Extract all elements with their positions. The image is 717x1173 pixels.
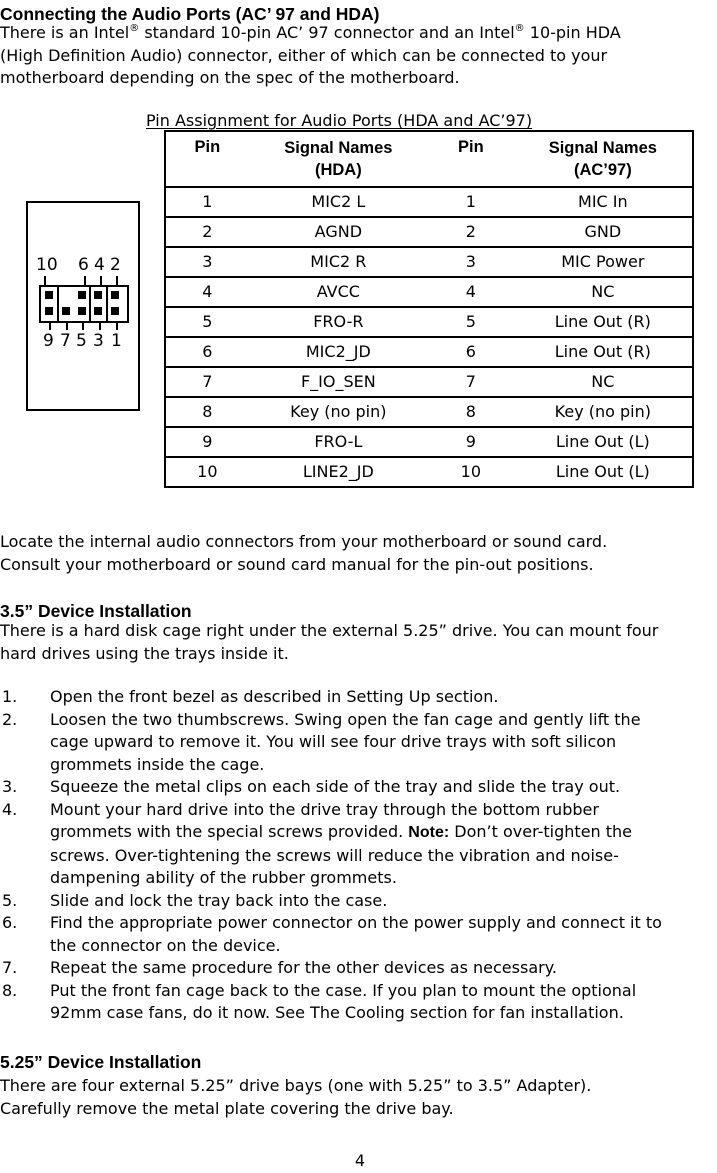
step-text: Repeat the same procedure for the other devices as necessary. <box>50 958 557 977</box>
step-item <box>2 890 717 913</box>
table-row <box>165 427 693 457</box>
step-number: 7. <box>2 958 18 977</box>
step-item <box>2 980 717 1025</box>
table-cell: GND <box>514 217 693 247</box>
pin-square <box>45 291 53 299</box>
table-cell: 9 <box>165 427 249 457</box>
table-cell: 8 <box>428 397 514 427</box>
table-row <box>165 217 693 247</box>
device35-steps <box>2 686 717 1025</box>
header-signal-ac97: Signal Names (AC’97) <box>514 131 693 187</box>
table-cell: 9 <box>428 427 514 457</box>
table-cell: 8 <box>165 397 249 427</box>
table-cell: MIC2 L <box>249 187 428 217</box>
table-cell: FRO-R <box>249 307 428 337</box>
step-text: Slide and lock the tray back into the case. <box>50 890 388 910</box>
step-text-part: Don’t over-tighten the screws. Over-tightening the screws will reduce the vibration and noise- dampening ability of the rubber grommets. <box>50 822 633 887</box>
table-cell: MIC Power <box>514 247 693 277</box>
pin-square <box>94 307 102 315</box>
pin-square <box>78 291 86 299</box>
table-row <box>165 367 693 397</box>
table-row <box>165 397 693 427</box>
pin-label-bottom: 7 <box>60 331 71 351</box>
pin-lead-top <box>100 276 102 285</box>
pin-square <box>62 307 70 315</box>
table-cell: 5 <box>165 307 249 337</box>
header-pin-ac97: Pin <box>428 131 514 187</box>
table-cell: 6 <box>165 337 249 367</box>
step-item <box>2 709 717 777</box>
pin-label-bottom: 1 <box>111 331 122 351</box>
table-row <box>165 247 693 277</box>
pin-label-bottom: 5 <box>76 331 87 351</box>
step-text: Find the appropriate power connector on the power supply and connect it to the connector on the device. <box>50 913 662 955</box>
table-row <box>165 337 693 367</box>
table-cell: 7 <box>428 367 514 397</box>
registered-mark: ® <box>514 22 525 34</box>
pin-square <box>45 307 53 315</box>
table-cell: 7 <box>165 367 249 397</box>
step-number: 6. <box>2 913 18 932</box>
device525-heading: 5.25” Device Installation <box>0 1052 202 1072</box>
pin-lead-top <box>44 276 46 285</box>
note-label: Note: <box>408 824 450 841</box>
pin-label-bottom: 9 <box>43 331 54 351</box>
pin-lead-top <box>84 276 86 285</box>
step-number: 4. <box>2 799 18 819</box>
table-cell: AVCC <box>249 277 428 307</box>
step-number: 3. <box>2 777 18 796</box>
table-header-row <box>165 131 693 187</box>
pin-divider <box>57 287 59 321</box>
pin-label-bottom: 3 <box>93 331 104 351</box>
table-cell: 4 <box>165 277 249 307</box>
table-cell: NC <box>514 277 693 307</box>
table-cell: AGND <box>249 217 428 247</box>
device35-heading: 3.5” Device Installation <box>0 601 192 621</box>
pin-square <box>78 307 86 315</box>
table-row <box>165 457 693 487</box>
step-number: 5. <box>2 890 18 910</box>
step-text-part: Mount your hard drive into the drive tray through the bottom rubber grommets with the special screws provided. <box>50 799 599 841</box>
audio-intro-part2: standard 10-pin AC’ 97 connector and an Intel <box>139 23 515 42</box>
step-text: Loosen the two thumbscrews. Swing open the fan cage and gently lift the cage upward to remove it. You will see four drive trays with soft silicon grommets inside the cage. <box>50 709 641 774</box>
pin-label-top: 6 <box>78 255 89 275</box>
step-item <box>2 776 717 799</box>
table-cell: 3 <box>428 247 514 277</box>
table-cell: NC <box>514 367 693 397</box>
registered-mark: ® <box>129 22 140 34</box>
table-cell: FRO-L <box>249 427 428 457</box>
step-text: Put the front fan cage back to the case. If you plan to mount the optional 92mm case fans, do it now. See The Cooling section for fan installation. <box>50 980 637 1022</box>
table-cell: 1 <box>165 187 249 217</box>
table-cell: MIC2_JD <box>249 337 428 367</box>
step-item <box>2 957 717 980</box>
table-cell: MIC2 R <box>249 247 428 277</box>
steps-list <box>2 686 717 1025</box>
table-cell: Line Out (L) <box>514 457 693 487</box>
table-cell: Line Out (R) <box>514 307 693 337</box>
step-item <box>2 686 717 709</box>
step-number: 8. <box>2 980 18 1000</box>
table-cell: 10 <box>165 457 249 487</box>
table-cell: 3 <box>165 247 249 277</box>
step-item <box>2 799 717 890</box>
table-cell: LINE2_JD <box>249 457 428 487</box>
pin-divider <box>106 287 108 321</box>
table-cell: 1 <box>428 187 514 217</box>
step-item <box>2 912 717 957</box>
step-text: Open the front bezel as described in Setting Up section. <box>50 687 499 706</box>
table-cell: 4 <box>428 277 514 307</box>
table-cell: Key (no pin) <box>514 397 693 427</box>
table-body <box>165 187 693 487</box>
pin-square <box>94 291 102 299</box>
step-number: 2. <box>2 709 18 729</box>
step-text <box>50 799 717 890</box>
table-cell: 2 <box>165 217 249 247</box>
device35-intro: There is a hard disk cage right under the external 5.25” drive. You can mount four hard drives using the trays inside it. <box>0 621 659 663</box>
audio-intro-part1: There is an Intel <box>0 23 130 42</box>
pin-label-top: 10 <box>36 255 58 275</box>
pin-assignment-table <box>164 130 694 488</box>
table-cell: 10 <box>428 457 514 487</box>
table-cell: MIC In <box>514 187 693 217</box>
header-pin-hda: Pin <box>165 131 249 187</box>
step-number: 1. <box>2 687 18 706</box>
step-text: Squeeze the metal clips on each side of the tray and slide the tray out. <box>50 777 621 796</box>
table-cell: 6 <box>428 337 514 367</box>
table-caption: Pin Assignment for Audio Ports (HDA and AC’97) <box>146 111 533 130</box>
audio-intro-paragraph <box>0 22 717 90</box>
table-cell: F_IO_SEN <box>249 367 428 397</box>
audio-section-heading: Connecting the Audio Ports (AC’ 97 and HDA) <box>0 4 380 24</box>
page-number: 4 <box>354 1151 366 1170</box>
device525-intro: There are four external 5.25” drive bays (one with 5.25” to 3.5” Adapter). Carefully remove the metal plate covering the drive bay. <box>0 1076 592 1118</box>
header-signal-hda: Signal Names (HDA) <box>249 131 428 187</box>
table-row <box>165 277 693 307</box>
table-cell: 2 <box>428 217 514 247</box>
table-row <box>165 307 693 337</box>
pin-label-top: 4 <box>94 255 105 275</box>
table-cell: Line Out (L) <box>514 427 693 457</box>
locate-connectors-paragraph: Locate the internal audio connectors from your motherboard or sound card. Consult your motherboard or sound card manual for the pin-out positions. <box>0 532 608 574</box>
table-cell: Line Out (R) <box>514 337 693 367</box>
pin-lead-top <box>116 276 118 285</box>
pin-square <box>111 307 119 315</box>
pin-divider <box>89 287 91 321</box>
audio-intro-part3: 10-pin HDA (High Definition Audio) connector, either of which can be connected to your motherboard depending on the spec of the motherboard. <box>0 23 621 87</box>
table-row <box>165 187 693 217</box>
table-cell: Key (no pin) <box>249 397 428 427</box>
pin-label-top: 2 <box>110 255 121 275</box>
pin-square <box>111 291 119 299</box>
table-cell: 5 <box>428 307 514 337</box>
connector-pin-block <box>39 285 129 323</box>
